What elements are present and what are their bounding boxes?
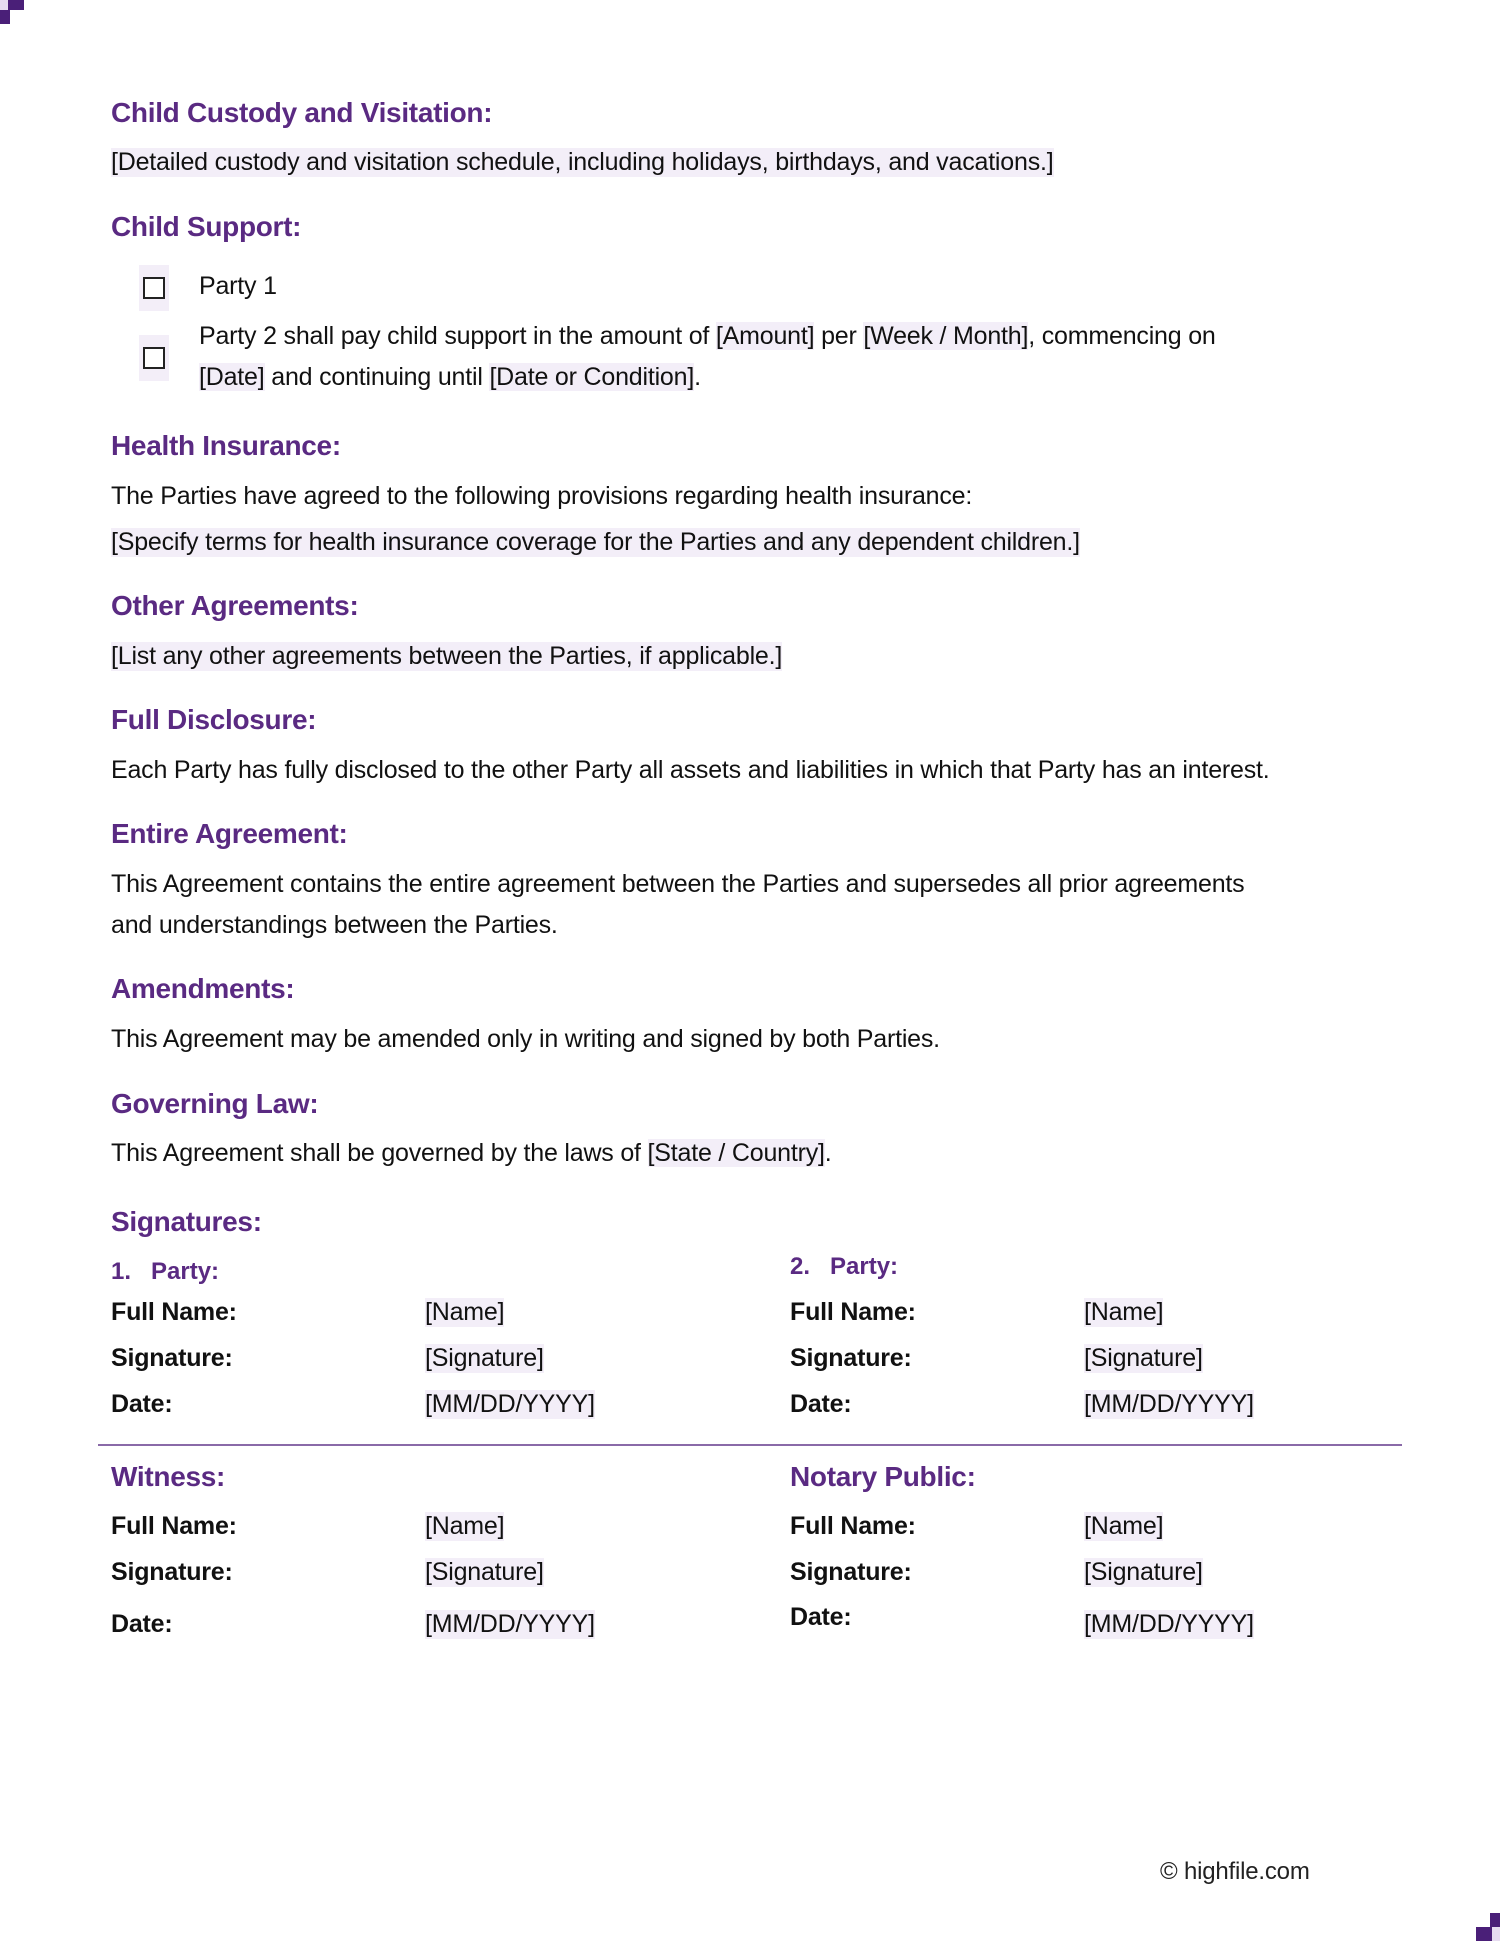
placeholder-period[interactable]: [Week / Month] — [863, 322, 1029, 350]
heading-signatures: Signatures: — [111, 1206, 262, 1237]
placeholder-health[interactable]: [Specify terms for health insurance coverage for the Parties and any dependent children.] — [111, 528, 1080, 556]
heading-entire-agreement: Entire Agreement: — [111, 818, 348, 849]
option-party2-line1 — [199, 322, 1216, 351]
notary-signature-value[interactable]: [Signature] — [1084, 1558, 1203, 1586]
heading-full-disclosure: Full Disclosure: — [111, 704, 317, 735]
placeholder-state-country[interactable]: [State / Country] — [647, 1139, 825, 1167]
law-text-2: . — [824, 1139, 832, 1167]
footer-copyright: © highfile.com — [1160, 1858, 1310, 1885]
support-text-4: and continuing until — [264, 363, 490, 391]
party2-heading — [790, 1253, 898, 1281]
heading-amendments: Amendments: — [111, 973, 295, 1004]
placeholder-other[interactable]: [List any other agreements between the Parties, if applicable.] — [111, 642, 783, 670]
party2-number: 2. — [790, 1253, 811, 1280]
disclosure-text: Each Party has fully disclosed to the other Party all assets and liabilities in which that Party has an interest. — [111, 756, 1270, 784]
heading-custody: Child Custody and Visitation: — [111, 97, 493, 128]
placeholder-custody[interactable]: [Detailed custody and visitation schedule, including holidays, birthdays, and vacations.] — [111, 148, 1054, 176]
law-text-1: This Agreement shall be governed by the laws of — [111, 1139, 648, 1167]
party1-name-value[interactable]: [Name] — [425, 1298, 505, 1326]
checkbox-party2[interactable] — [143, 347, 165, 369]
party2-name-value[interactable]: [Name] — [1084, 1298, 1164, 1326]
party1-title: Party: — [151, 1258, 220, 1285]
support-text-3: , commencing on — [1028, 322, 1216, 350]
party2-date-value[interactable]: [MM/DD/YYYY] — [1084, 1390, 1254, 1418]
amendments-text: This Agreement may be amended only in writing and signed by both Parties. — [111, 1025, 940, 1053]
party2-date-label: Date: — [790, 1390, 852, 1418]
witness-date-label: Date: — [111, 1610, 173, 1638]
heading-governing-law: Governing Law: — [111, 1088, 319, 1119]
support-text-2: per — [814, 322, 864, 350]
party2-signature-label: Signature: — [790, 1344, 912, 1372]
notary-date-value[interactable]: [MM/DD/YYYY] — [1084, 1610, 1254, 1638]
notary-signature-label: Signature: — [790, 1558, 912, 1586]
witness-name-value[interactable]: [Name] — [425, 1512, 505, 1540]
checkbox-party1[interactable] — [143, 277, 165, 299]
party1-number: 1. — [111, 1258, 132, 1285]
party1-date-value[interactable]: [MM/DD/YYYY] — [425, 1390, 595, 1418]
checkbox-party1-wrap — [139, 265, 169, 311]
placeholder-start-date[interactable]: [Date] — [199, 363, 265, 391]
health-text: The Parties have agreed to the following provisions regarding health insurance: — [111, 482, 973, 510]
support-text-5: . — [694, 363, 701, 391]
party2-name-label: Full Name: — [790, 1298, 916, 1326]
party2-title: Party: — [830, 1253, 899, 1280]
governing-law-text — [111, 1139, 832, 1168]
option-party1-label: Party 1 — [199, 272, 277, 300]
heading-child-support: Child Support: — [111, 211, 302, 242]
witness-date-value[interactable]: [MM/DD/YYYY] — [425, 1610, 595, 1638]
witness-heading: Witness: — [111, 1461, 226, 1492]
witness-signature-value[interactable]: [Signature] — [425, 1558, 544, 1586]
party1-signature-value[interactable]: [Signature] — [425, 1344, 544, 1372]
party1-date-label: Date: — [111, 1390, 173, 1418]
heading-health-insurance: Health Insurance: — [111, 430, 341, 461]
party2-signature-value[interactable]: [Signature] — [1084, 1344, 1203, 1372]
heading-other-agreements: Other Agreements: — [111, 590, 359, 621]
party1-heading — [111, 1258, 219, 1286]
notary-heading: Notary Public: — [790, 1461, 976, 1492]
party1-signature-label: Signature: — [111, 1344, 233, 1372]
support-text-1: Party 2 shall pay child support in the amount of — [199, 322, 716, 350]
notary-name-value[interactable]: [Name] — [1084, 1512, 1164, 1540]
party1-name-label: Full Name: — [111, 1298, 237, 1326]
signature-divider — [98, 1444, 1402, 1446]
checkbox-party2-wrap — [139, 335, 169, 381]
witness-name-label: Full Name: — [111, 1512, 237, 1540]
option-party2-line2 — [199, 363, 701, 392]
witness-signature-label: Signature: — [111, 1558, 233, 1586]
placeholder-end-condition[interactable]: [Date or Condition] — [489, 363, 695, 391]
entire-text-line1: This Agreement contains the entire agreement between the Parties and supersedes all prior agreements — [111, 870, 1245, 898]
notary-date-label: Date: — [790, 1603, 852, 1631]
notary-name-label: Full Name: — [790, 1512, 916, 1540]
entire-text-line2: and understandings between the Parties. — [111, 911, 558, 939]
placeholder-amount[interactable]: [Amount] — [715, 322, 815, 350]
